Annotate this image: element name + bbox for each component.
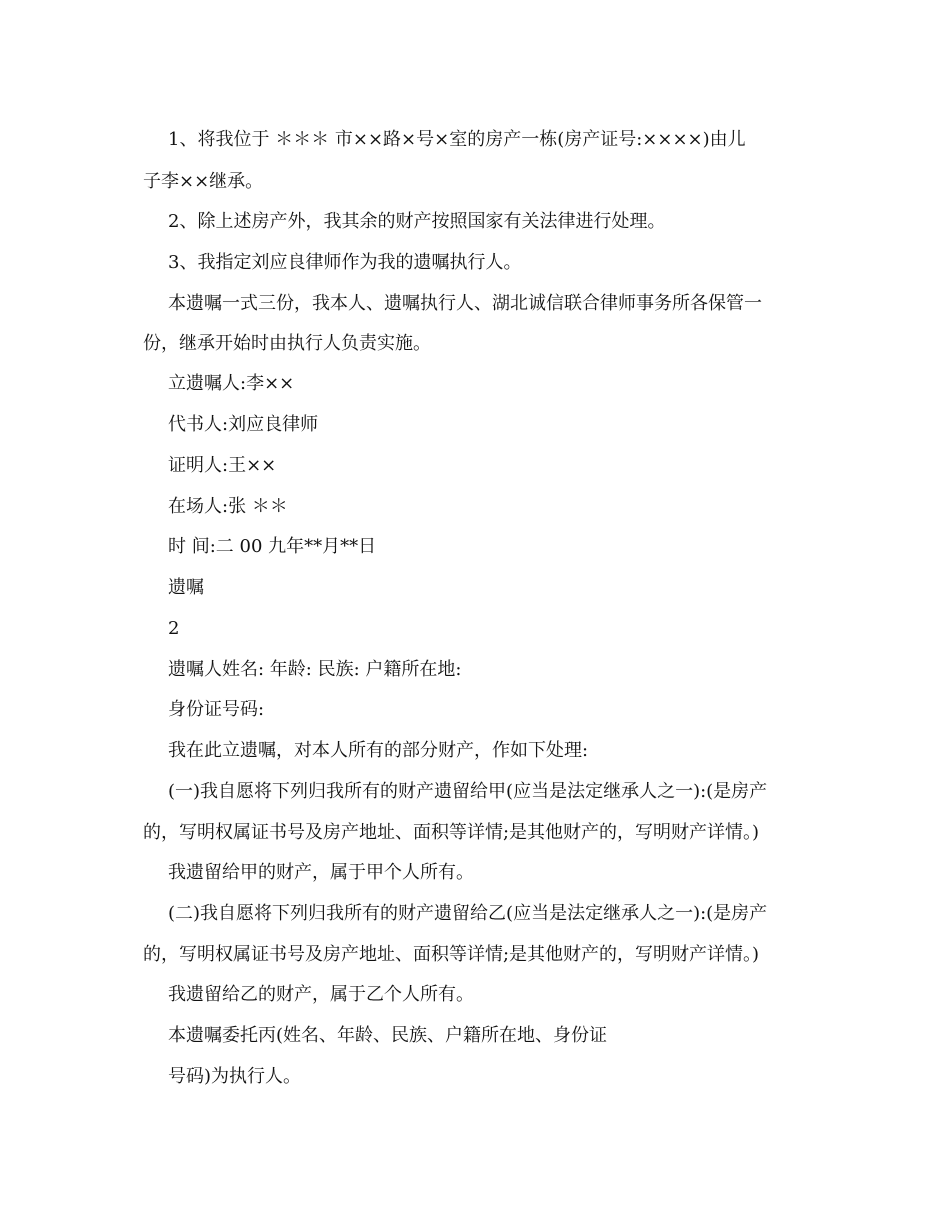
bequest-b-ownership: 我遗留给乙的财产，属于乙个人所有。 [168,984,474,1005]
copies-line-1: 本遗嘱一式三份，我本人、遗嘱执行人、湖北诚信联合律师事务所各保管一 [168,293,762,314]
bequest-a-line-1: (一)我自愿将下列归我所有的财产遗留给甲(应当是法定继承人之一):(是房产 [168,781,768,802]
bequest-b-line-1: (二)我自愿将下列归我所有的财产遗留给乙(应当是法定继承人之一):(是房产 [168,903,768,924]
testator-info-line: 遗嘱人姓名: 年龄: 民族: 户籍所在地: [168,659,462,680]
bequest-a-line-2: 的，写明权属证书号及房产地址、面积等详情;是其他财产的，写明财产详情。) [143,822,760,843]
testator-signature: 立遗嘱人:李×× [168,373,295,394]
clause-3: 3、我指定刘应良律师作为我的遗嘱执行人。 [168,252,522,273]
clause-1-line-1: 1、将我位于 ＊＊＊ 市××路×号×室的房产一栋(房产证号:××××)由儿 [168,129,746,150]
section-number: 2 [168,618,180,639]
id-number-line: 身份证号码: [168,699,265,720]
clause-1-line-2: 子李××继承。 [143,171,264,192]
declaration-line: 我在此立遗嘱，对本人所有的部分财产，作如下处理: [168,740,589,761]
clause-2: 2、除上述房产外，我其余的财产按照国家有关法律进行处理。 [168,211,666,232]
copies-line-2: 份，继承开始时由执行人负责实施。 [143,333,431,354]
section-title: 遗嘱 [168,577,204,598]
bequest-b-line-2: 的，写明权属证书号及房产地址、面积等详情;是其他财产的，写明财产详情。) [143,944,760,965]
bequest-a-ownership: 我遗留给甲的财产，属于甲个人所有。 [168,862,474,883]
executor-line-1: 本遗嘱委托丙(姓名、年龄、民族、户籍所在地、身份证 [168,1025,608,1046]
date-line: 时 间:二 00 九年**月**日 [168,536,377,557]
witness-signature: 证明人:王×× [168,455,277,476]
present-person-signature: 在场人:张 ＊＊ [168,496,288,517]
scribe-signature: 代书人:刘应良律师 [168,414,319,435]
executor-line-2: 号码)为执行人。 [168,1066,302,1087]
